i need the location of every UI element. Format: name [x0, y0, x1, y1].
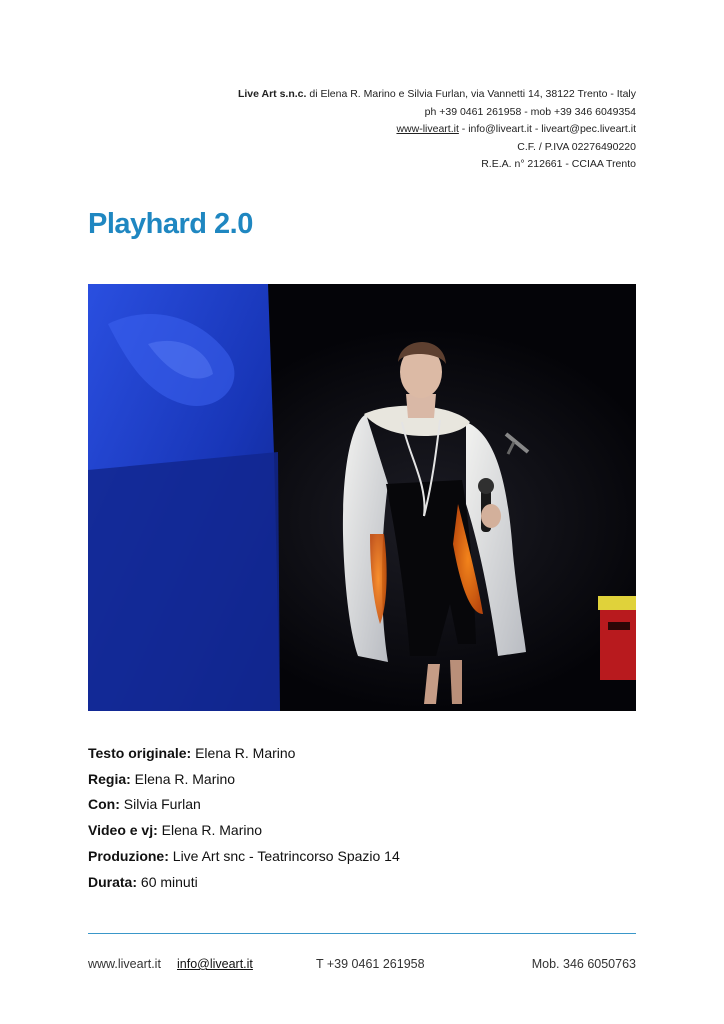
- letterhead-phones: ph +39 0461 261958 - mob +39 346 6049354: [424, 105, 636, 118]
- credit-value: Elena R. Marino: [130, 770, 236, 787]
- footer-email-link[interactable]: info@liveart.it: [177, 957, 253, 971]
- credit-row-con: [88, 792, 400, 818]
- credit-row-testo: [88, 741, 400, 767]
- credit-value: Silvia Furlan: [119, 796, 201, 813]
- footer-website[interactable]: www.liveart.it: [88, 957, 161, 971]
- credit-label: Produzione:: [88, 847, 169, 864]
- letterhead: [238, 86, 636, 174]
- credit-value: 60 minuti: [137, 873, 198, 890]
- letterhead-contacts: [238, 121, 636, 139]
- credit-label: Durata:: [88, 873, 138, 890]
- letterhead-company-line: [238, 86, 636, 104]
- production-credits: [88, 741, 400, 895]
- footer-divider: [88, 933, 636, 934]
- stage-photo-illustration: [88, 284, 636, 711]
- page-title: Playhard 2.0: [88, 208, 253, 240]
- company-address: di Elena R. Marino e Silvia Furlan, via Vannetti 14, 38122 Trento - Italy: [306, 88, 636, 100]
- credit-value: Elena R. Marino: [191, 745, 296, 761]
- footer-phone: T +39 0461 261958: [316, 957, 425, 971]
- credit-row-video: [88, 818, 400, 844]
- page-footer: [88, 957, 636, 973]
- email-addresses: - info@liveart.it - liveart@pec.liveart.it: [458, 123, 636, 135]
- credit-row-produzione: [88, 844, 400, 870]
- credit-label: Video e vj:: [88, 822, 158, 839]
- company-name: Live Art s.n.c.: [237, 88, 307, 100]
- letterhead-registry: R.E.A. n° 212661 - CCIAA Trento: [481, 158, 636, 170]
- letterhead-tax-id: C.F. / P.IVA 02276490220: [517, 140, 636, 153]
- credit-label: Regia:: [88, 770, 131, 787]
- website-link[interactable]: www-liveart.it: [396, 123, 459, 135]
- credit-label: Testo originale:: [88, 745, 192, 761]
- credit-value: Elena R. Marino: [157, 822, 263, 839]
- credit-label: Con:: [88, 796, 120, 813]
- stage-photo: [88, 284, 636, 711]
- credit-row-durata: [88, 870, 400, 896]
- credit-row-regia: [88, 767, 400, 793]
- red-stool: [598, 596, 636, 680]
- footer-mobile: Mob. 346 6050763: [531, 957, 636, 971]
- credit-value: Live Art snc - Teatrincorso Spazio 14: [168, 847, 400, 864]
